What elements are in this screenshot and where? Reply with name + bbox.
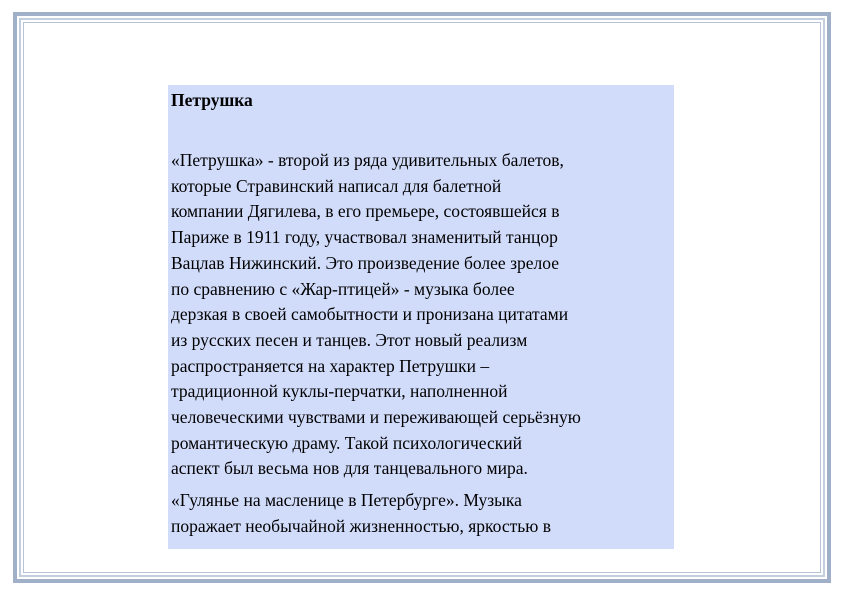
- paragraph-line: дерзкая в своей самобытности и пронизана цитатами: [171, 304, 569, 325]
- paragraph-line: по сравнению с «Жар-птицей» - музыка более: [171, 278, 515, 299]
- paragraph-line: Вацлав Нижинский. Это произведение более зрелое: [171, 252, 559, 273]
- paragraph-line: поражает необычайной жизненностью, яркостью в: [171, 515, 551, 536]
- paragraph-line: «Петрушка» - второй из ряда удивительных балетов,: [171, 150, 564, 170]
- paragraph-line: аспект был весьма нов для танцевального мира.: [171, 458, 528, 479]
- paragraph-line: человеческими чувствами и переживающей серьёзную: [171, 407, 581, 428]
- paragraph-maslenitsa: [171, 488, 674, 539]
- panel-title: Петрушка: [171, 90, 253, 110]
- paragraph-line: романтическую драму. Такой психологический: [171, 432, 522, 453]
- paragraph-petrushka: [171, 148, 674, 482]
- paragraph-line: из русских песен и танцев. Этот новый реализм: [171, 329, 528, 350]
- text-panel: [168, 85, 674, 549]
- paragraph-line: которые Стравинский написал для балетной: [171, 175, 502, 196]
- paragraph-line: традиционной куклы-перчатки, наполненной: [171, 381, 508, 402]
- paragraph-line: компании Дягилева, в его премьере, состоявшейся в: [171, 201, 560, 222]
- title-spacer: [171, 111, 674, 148]
- paragraph-line: распространяется на характер Петрушки –: [171, 355, 490, 376]
- paragraph-line: «Гулянье на масленице в Петербурге». Музыка: [171, 490, 522, 511]
- paragraph-line: Париже в 1911 году, участвовал знаменитый танцор: [171, 227, 558, 248]
